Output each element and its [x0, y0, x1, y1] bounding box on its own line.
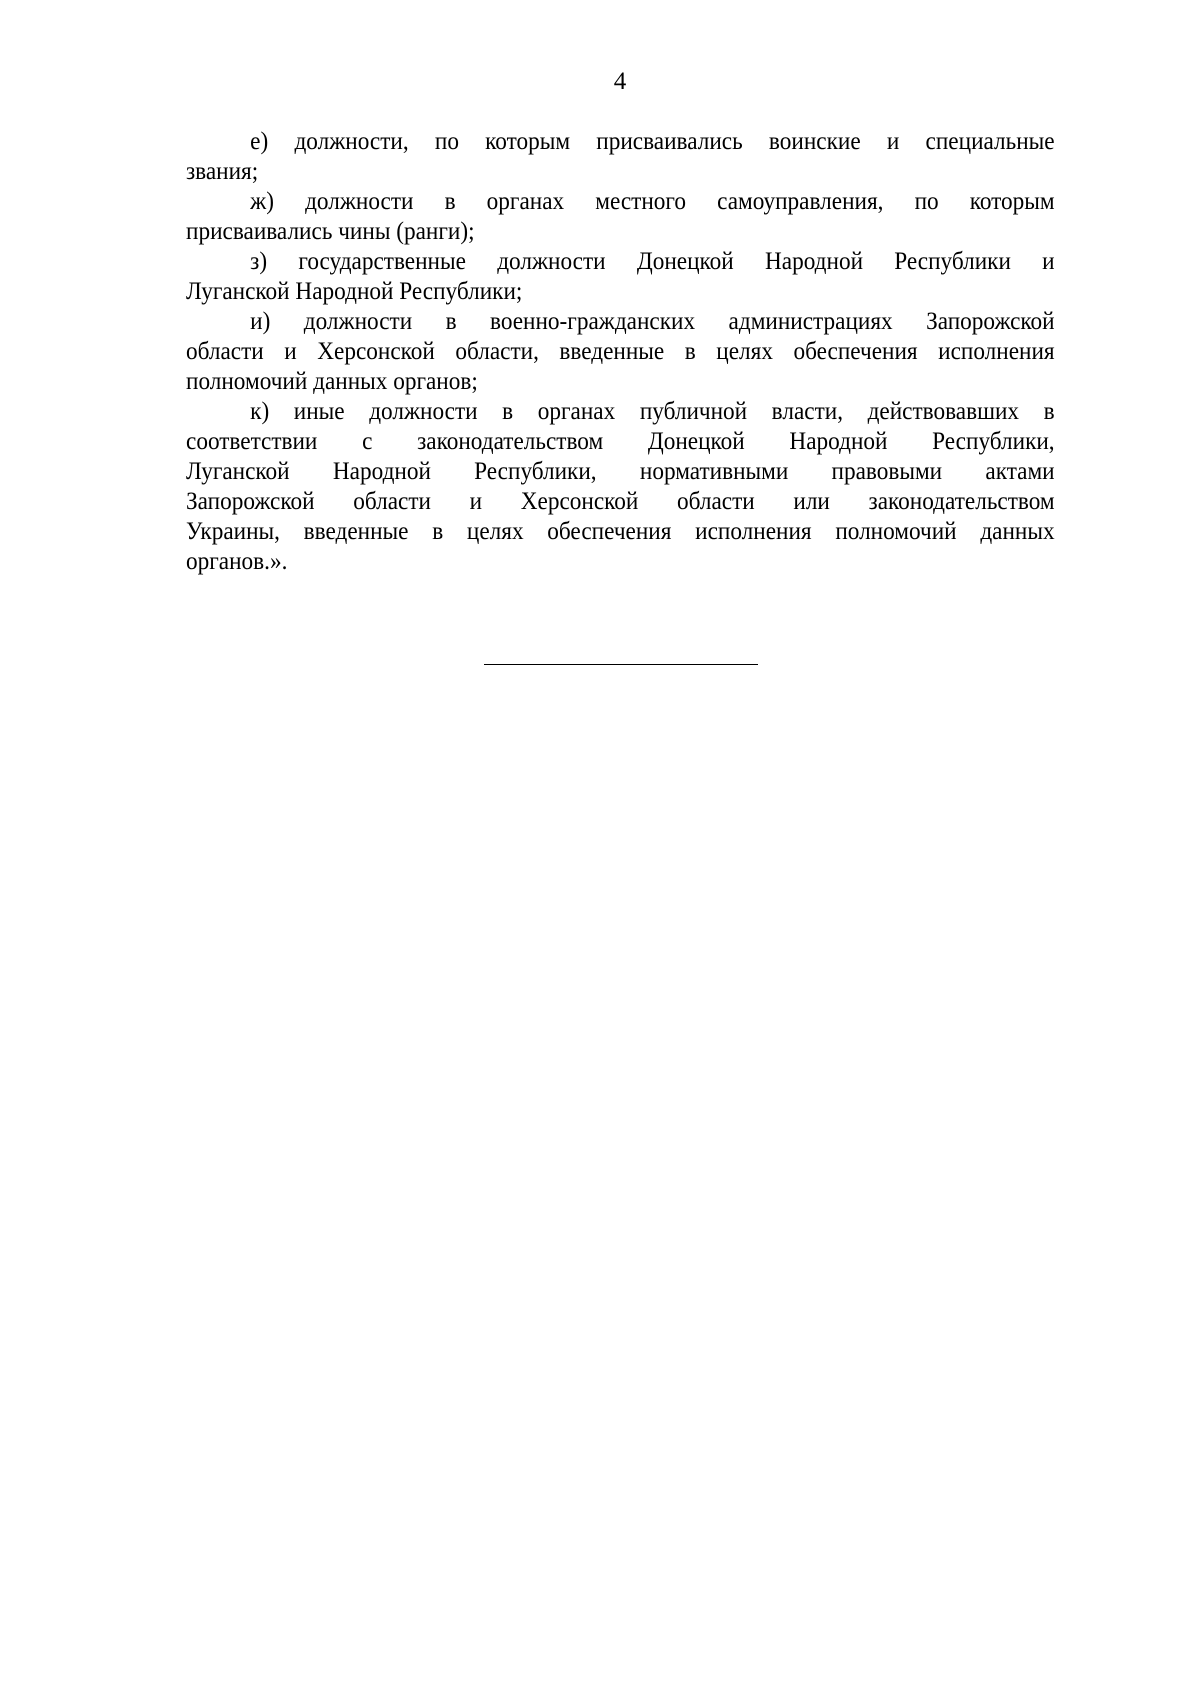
paragraph [186, 247, 1055, 307]
paragraph-line: присваивались чины (ранги); [186, 218, 475, 245]
end-separator-line [484, 664, 758, 665]
paragraph-line: ж) должности в органах местного самоуправления, по которым [250, 188, 1055, 215]
paragraph-line: соответствии с законодательством Донецкой Народной Республики, [186, 428, 1055, 455]
paragraph-line: звания; [186, 158, 259, 185]
paragraph-line: Луганской Народной Республики; [186, 278, 523, 305]
paragraph-line: органов.». [186, 548, 288, 575]
paragraph-line: е) должности, по которым присваивались воинские и специальные [250, 128, 1055, 155]
paragraph [186, 187, 1055, 247]
paragraph-line: з) государственные должности Донецкой Народной Республики и [250, 248, 1055, 275]
paragraph-line: Запорожской области и Херсонской области или законодательством [186, 488, 1055, 515]
paragraph-line: Луганской Народной Республики, нормативными правовыми актами [186, 458, 1055, 485]
paragraph [186, 127, 1055, 187]
page-number: 4 [613, 68, 627, 95]
paragraph-line: и) должности в военно-гражданских администрациях Запорожской [250, 308, 1055, 335]
paragraph-line: области и Херсонской области, введенные в целях обеспечения исполнения [186, 338, 1055, 365]
paragraph [186, 397, 1055, 577]
paragraph-line: Украины, введенные в целях обеспечения исполнения полномочий данных [186, 518, 1055, 545]
paragraph-line: к) иные должности в органах публичной власти, действовавших в [250, 398, 1055, 425]
paragraph-line: полномочий данных органов; [186, 368, 478, 395]
paragraph [186, 307, 1055, 397]
document-body [186, 127, 1055, 577]
